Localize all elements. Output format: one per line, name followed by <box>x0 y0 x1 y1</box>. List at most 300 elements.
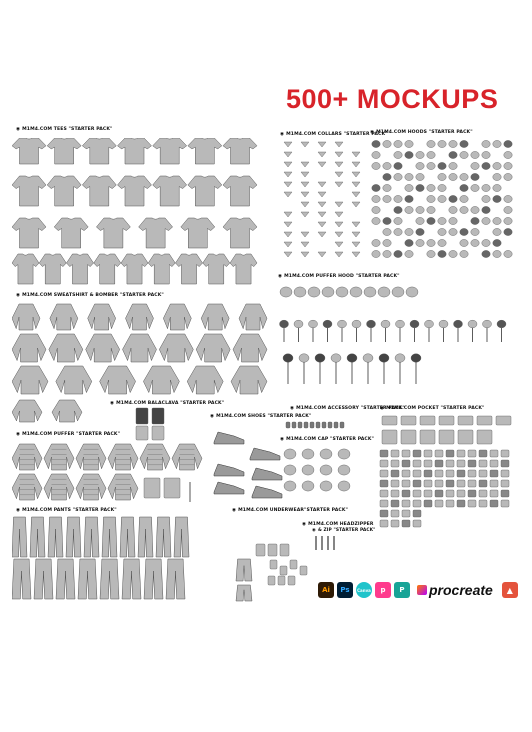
pocket-mockup <box>479 500 487 507</box>
hoods-label: ◉ M1M4.COM HOODS "STARTER PACK" <box>370 130 473 135</box>
hood-mockup <box>493 217 501 224</box>
collar-mockup <box>301 182 309 187</box>
accessory-mockup <box>322 422 326 428</box>
collar-mockup <box>335 252 343 257</box>
pocket-mockup <box>402 450 410 457</box>
pocket-mockup <box>401 416 416 425</box>
hood-mockup <box>482 195 490 202</box>
hood-mockup <box>493 195 501 202</box>
puffer-hood-mockup <box>411 354 421 363</box>
hood-mockup <box>504 206 512 213</box>
collar-mockup <box>284 192 292 197</box>
pocket-mockup <box>490 470 498 477</box>
collar-mockup <box>318 202 326 207</box>
hood-mockup <box>394 195 402 202</box>
pocket-label: ◉ M1M4.COM POCKET "STARTER PACK" <box>380 406 485 411</box>
puffer-hood-mockup <box>338 320 347 328</box>
pocket-mockup <box>380 470 388 477</box>
collar-mockup <box>335 232 343 237</box>
hood-mockup <box>372 206 380 213</box>
pocket-mockup <box>490 450 498 457</box>
hood-mockup <box>471 173 479 180</box>
cap-mockup <box>338 465 350 475</box>
collar-mockup <box>301 172 309 177</box>
puffer-hood-mockup <box>395 354 405 363</box>
pocket-mockup <box>391 510 399 517</box>
sweatshirt-mockup <box>52 400 82 422</box>
hood-mockup <box>460 140 468 147</box>
pocket-mockup <box>446 460 454 467</box>
underwear-illustrations <box>250 514 316 592</box>
pants-label: ◉ M1M4.COM PANTS "STARTER PACK" <box>16 508 117 513</box>
hood-mockup <box>449 162 457 169</box>
sweatshirt-mockup <box>88 304 116 330</box>
pocket-mockup <box>380 510 388 517</box>
tee-mockup <box>47 176 81 206</box>
headzipper-label-2: ◉ & ZIP "STARTER PACK" <box>312 528 376 533</box>
hood-mockup <box>449 195 457 202</box>
balaclava-mockup <box>136 426 148 440</box>
hood-mockup <box>394 140 402 147</box>
balaclava-mockup <box>152 426 164 440</box>
collar-mockup <box>352 182 360 187</box>
hood-mockup <box>383 217 391 224</box>
pocket-mockup <box>457 450 465 457</box>
pocket-mockup <box>413 510 421 517</box>
puffer-hood-mockup <box>347 354 357 363</box>
underwear-mockup <box>268 544 277 556</box>
hood-mockup <box>383 250 391 257</box>
procreate-logo <box>417 582 493 598</box>
sock-mockup <box>270 560 277 569</box>
pocket-mockup <box>424 490 432 497</box>
pocket-mockup <box>479 460 487 467</box>
pocket-mockup <box>501 460 509 467</box>
hood-mockup <box>427 151 435 158</box>
pocket-mockup <box>391 460 399 467</box>
pocket-mockup <box>380 500 388 507</box>
hood-mockup <box>471 239 479 246</box>
hoods-illustrations <box>370 138 520 264</box>
shoe-mockup <box>214 432 244 444</box>
underwear-mockup <box>256 544 265 556</box>
hood-mockup <box>394 151 402 158</box>
picsart-icon: p <box>375 582 391 598</box>
sweatshirt-mockup <box>12 444 42 470</box>
pocket-mockup <box>458 430 473 444</box>
tee-mockup <box>12 254 39 284</box>
tee-mockup <box>47 138 81 164</box>
pocket-mockup <box>446 480 454 487</box>
hood-mockup <box>460 228 468 235</box>
sweatshirt-mockup <box>231 366 267 394</box>
hood-mockup <box>482 250 490 257</box>
accessory-mockup <box>334 422 338 428</box>
hood-mockup <box>493 250 501 257</box>
tee-mockup <box>230 254 257 284</box>
puffer-hood-mockup <box>454 320 463 328</box>
hood-mockup <box>449 151 457 158</box>
hood-mockup <box>504 195 512 202</box>
pocket-mockup <box>391 470 399 477</box>
pocket-mockup <box>424 450 432 457</box>
collar-mockup <box>335 142 343 147</box>
collar-mockup <box>318 212 326 217</box>
collar-mockup <box>352 172 360 177</box>
pocket-mockup <box>457 470 465 477</box>
hood-mockup <box>493 162 501 169</box>
procreate-wordmark: procreate <box>429 582 493 598</box>
pocket-mockup <box>446 490 454 497</box>
app-icons-row <box>318 580 518 600</box>
tee-mockup <box>118 138 152 164</box>
hood-mockup <box>416 217 424 224</box>
tee-mockup <box>67 254 94 284</box>
tee-mockup <box>94 254 121 284</box>
accessory-mockup <box>292 422 296 428</box>
hood-mockup <box>449 250 457 257</box>
cap-mockup <box>284 481 296 491</box>
hood-mockup <box>493 228 501 235</box>
sweatshirt-mockup <box>50 304 78 330</box>
sweatshirt-mockup <box>159 334 193 362</box>
hood-mockup <box>372 195 380 202</box>
hood-mockup <box>427 250 435 257</box>
collar-mockup <box>335 202 343 207</box>
hood-mockup <box>427 184 435 191</box>
puffer-hood-mockup <box>315 354 325 363</box>
cap-mockup <box>320 481 332 491</box>
pants-mockup <box>144 559 163 599</box>
hood-mockup <box>405 173 413 180</box>
balaclava-mockup <box>152 408 164 424</box>
hood-mockup <box>372 250 380 257</box>
cap-mockup <box>338 449 350 459</box>
pants-mockup <box>30 517 45 557</box>
tee-mockup <box>153 138 187 164</box>
puffer-hood-mockup <box>406 287 418 297</box>
tee-mockup <box>188 176 222 206</box>
pocket-mockup <box>382 416 397 425</box>
tee-mockup <box>39 254 66 284</box>
hood-mockup <box>405 195 413 202</box>
hood-mockup <box>460 173 468 180</box>
hood-mockup <box>394 206 402 213</box>
hood-mockup <box>482 184 490 191</box>
puffer-hood-mockup <box>350 287 362 297</box>
balaclava-mockup <box>136 408 148 424</box>
shoes-illustrations <box>212 420 288 504</box>
pocket-mockup <box>435 450 443 457</box>
collar-mockup <box>335 182 343 187</box>
sweatshirt-mockup <box>140 444 170 470</box>
pocket-mockup <box>435 470 443 477</box>
collar-mockup <box>284 162 292 167</box>
collar-mockup <box>352 232 360 237</box>
tee-mockup <box>118 176 152 206</box>
hood-mockup <box>504 250 512 257</box>
puffer-label: ◉ M1M4.COM PUFFER "STARTER PACK" <box>16 432 120 437</box>
hood-mockup <box>405 239 413 246</box>
puffer-hood-mockup <box>439 320 448 328</box>
pocket-mockup <box>413 470 421 477</box>
pants-mockup <box>122 559 141 599</box>
hood-mockup <box>460 151 468 158</box>
collar-mockup <box>301 162 309 167</box>
pocket-mockup <box>439 430 454 444</box>
sweatshirt-mockup <box>12 400 42 422</box>
pants-mockup <box>34 559 53 599</box>
vest-mockup <box>144 478 160 498</box>
pocket-mockup <box>402 480 410 487</box>
pocket-mockup <box>446 470 454 477</box>
balaclava-illustrations <box>134 406 174 442</box>
puffer-hood-mockup <box>396 320 405 328</box>
pocket-illustrations <box>378 412 518 532</box>
pocket-mockup <box>402 470 410 477</box>
collar-mockup <box>301 202 309 207</box>
pocket-mockup <box>380 520 388 527</box>
collar-mockup <box>352 222 360 227</box>
pocket-mockup <box>413 520 421 527</box>
pocket-mockup <box>424 470 432 477</box>
pocket-mockup <box>439 416 454 425</box>
hood-mockup <box>405 140 413 147</box>
pocket-mockup <box>391 500 399 507</box>
accessory-mockup <box>310 422 314 428</box>
sweatshirt-mockup <box>86 334 120 362</box>
pocket-mockup <box>477 416 492 425</box>
pocket-mockup <box>479 480 487 487</box>
hood-mockup <box>438 228 446 235</box>
pocket-mockup <box>402 460 410 467</box>
hood-mockup <box>372 217 380 224</box>
headzipper-label-1: ◉ M1M4.COM HEADZIPPER <box>302 522 374 527</box>
accessory-mockup <box>298 422 302 428</box>
pocket-mockup <box>420 430 435 444</box>
hood-mockup <box>471 162 479 169</box>
pocket-mockup <box>402 510 410 517</box>
hood-mockup <box>504 173 512 180</box>
collar-mockup <box>301 252 309 257</box>
hood-mockup <box>416 151 424 158</box>
pants-mockup <box>78 559 97 599</box>
puffer-hood-mockup <box>323 320 332 328</box>
collar-mockup <box>301 142 309 147</box>
hood-mockup <box>438 239 446 246</box>
tee-mockup <box>12 138 46 164</box>
collar-mockup <box>335 162 343 167</box>
puffer-hood-mockup <box>280 320 289 328</box>
collar-mockup <box>335 222 343 227</box>
collar-mockup <box>301 212 309 217</box>
puffer-hood-mockup <box>309 320 318 328</box>
puffer-hood-mockup <box>378 287 390 297</box>
tee-mockup <box>153 176 187 206</box>
hood-mockup <box>482 239 490 246</box>
sock-mockup <box>290 560 297 569</box>
accessory-mockup <box>340 422 344 428</box>
collar-mockup <box>318 152 326 157</box>
collar-mockup <box>318 162 326 167</box>
sweatshirt-mockup <box>172 444 202 470</box>
pocket-mockup <box>435 480 443 487</box>
hood-mockup <box>482 151 490 158</box>
pants-mockup <box>12 559 31 599</box>
collar-mockup <box>284 152 292 157</box>
accessory-mockup <box>328 422 332 428</box>
hood-mockup <box>438 173 446 180</box>
hood-mockup <box>482 162 490 169</box>
puffer-hood-mockup <box>367 320 376 328</box>
puffer-hood-label: ◉ M1M4.COM PUFFER HOOD "STARTER PACK" <box>278 274 400 279</box>
pocket-mockup <box>380 490 388 497</box>
puffer-hood-mockup <box>308 287 320 297</box>
tee-mockup <box>121 254 148 284</box>
puffer-hood-mockup <box>364 287 376 297</box>
hood-mockup <box>383 228 391 235</box>
hood-mockup <box>427 162 435 169</box>
pants-mockup <box>48 517 63 557</box>
pocket-mockup <box>501 470 509 477</box>
puffer-hood-mockup <box>294 320 303 328</box>
hood-mockup <box>394 217 402 224</box>
pants-mockup <box>174 517 189 557</box>
accessory-mockup <box>286 422 290 428</box>
hood-mockup <box>383 162 391 169</box>
pocket-mockup <box>413 490 421 497</box>
hood-mockup <box>427 206 435 213</box>
tee-mockup <box>96 218 130 248</box>
pocket-mockup <box>501 480 509 487</box>
vest-mockup <box>164 478 180 498</box>
puffer-hood-mockup <box>294 287 306 297</box>
tee-mockup <box>223 218 257 248</box>
puffer-hood-mockup <box>425 320 434 328</box>
hood-mockup <box>416 184 424 191</box>
hood-mockup <box>471 184 479 191</box>
pocket-mockup <box>402 490 410 497</box>
tee-mockup <box>181 218 215 248</box>
hood-mockup <box>504 217 512 224</box>
pocket-mockup <box>435 460 443 467</box>
puffer-hood-mockup <box>363 354 373 363</box>
pocket-mockup <box>468 450 476 457</box>
hood-mockup <box>460 184 468 191</box>
puffer-hood-illustrations <box>278 280 518 390</box>
sweatshirt-mockup <box>12 334 46 362</box>
pocket-mockup <box>424 460 432 467</box>
hood-mockup <box>394 162 402 169</box>
sweatshirt-mockup <box>143 366 179 394</box>
accessory-label: ◉ M1M4.COM ACCESSORY "STARTER PACK" <box>290 406 405 411</box>
collar-mockup <box>318 252 326 257</box>
accessory-mockup <box>304 422 308 428</box>
headzipper-illustrations <box>312 534 338 556</box>
puffer-hood-mockup <box>336 287 348 297</box>
sock-mockup <box>278 576 285 585</box>
sweatshirt-mockup <box>239 304 267 330</box>
hood-mockup <box>427 217 435 224</box>
pocket-mockup <box>501 490 509 497</box>
hood-mockup <box>438 162 446 169</box>
hood-mockup <box>383 140 391 147</box>
tee-mockup <box>82 138 116 164</box>
canva-icon: Canva <box>356 582 372 598</box>
sweatshirt-mockup <box>108 444 138 470</box>
sweatshirt-mockup <box>187 366 223 394</box>
collar-mockup <box>284 172 292 177</box>
pocket-mockup <box>490 480 498 487</box>
pocket-mockup <box>457 460 465 467</box>
puffer-illustrations <box>12 442 212 504</box>
collar-mockup <box>318 182 326 187</box>
sweatshirt-mockup <box>233 334 267 362</box>
hood-mockup <box>438 217 446 224</box>
pocket-mockup <box>413 480 421 487</box>
hood-mockup <box>460 239 468 246</box>
pocket-mockup <box>391 450 399 457</box>
pocket-mockup <box>458 416 473 425</box>
illustrator-icon: Ai <box>318 582 334 598</box>
hood-mockup <box>504 228 512 235</box>
pocket-mockup <box>457 500 465 507</box>
collar-mockup <box>352 162 360 167</box>
sweatshirt-mockup <box>12 474 42 500</box>
sweatshirt-mockup <box>76 444 106 470</box>
shoe-mockup <box>214 482 244 494</box>
puffer-hood-mockup <box>468 320 477 328</box>
photopea-icon: P <box>394 582 410 598</box>
tee-mockup <box>223 138 257 164</box>
pocket-mockup <box>391 490 399 497</box>
puffer-hood-mockup <box>283 354 293 363</box>
hood-mockup <box>460 250 468 257</box>
tee-mockup <box>148 254 175 284</box>
hood-mockup <box>394 173 402 180</box>
hood-mockup <box>383 239 391 246</box>
cap-illustrations <box>278 412 360 498</box>
pocket-mockup <box>457 490 465 497</box>
cap-mockup <box>284 449 296 459</box>
hood-mockup <box>493 140 501 147</box>
sock-mockup <box>268 576 275 585</box>
cap-mockup <box>302 449 314 459</box>
pants-mockup <box>56 559 75 599</box>
collar-mockup <box>335 172 343 177</box>
pants-mockup <box>12 517 27 557</box>
collar-mockup <box>284 222 292 227</box>
collar-mockup <box>284 142 292 147</box>
hood-mockup <box>427 140 435 147</box>
pocket-mockup <box>501 450 509 457</box>
hood-mockup <box>416 206 424 213</box>
pocket-mockup <box>382 430 397 444</box>
hood-mockup <box>449 228 457 235</box>
hood-mockup <box>372 184 380 191</box>
tee-mockup <box>82 176 116 206</box>
pocket-mockup <box>446 500 454 507</box>
collar-mockup <box>318 222 326 227</box>
collar-mockup <box>284 252 292 257</box>
pocket-mockup <box>490 490 498 497</box>
pocket-mockup <box>402 500 410 507</box>
puffer-hood-mockup <box>299 354 309 363</box>
hood-mockup <box>438 184 446 191</box>
pocket-mockup <box>413 450 421 457</box>
pocket-mockup <box>457 480 465 487</box>
collar-mockup <box>335 242 343 247</box>
